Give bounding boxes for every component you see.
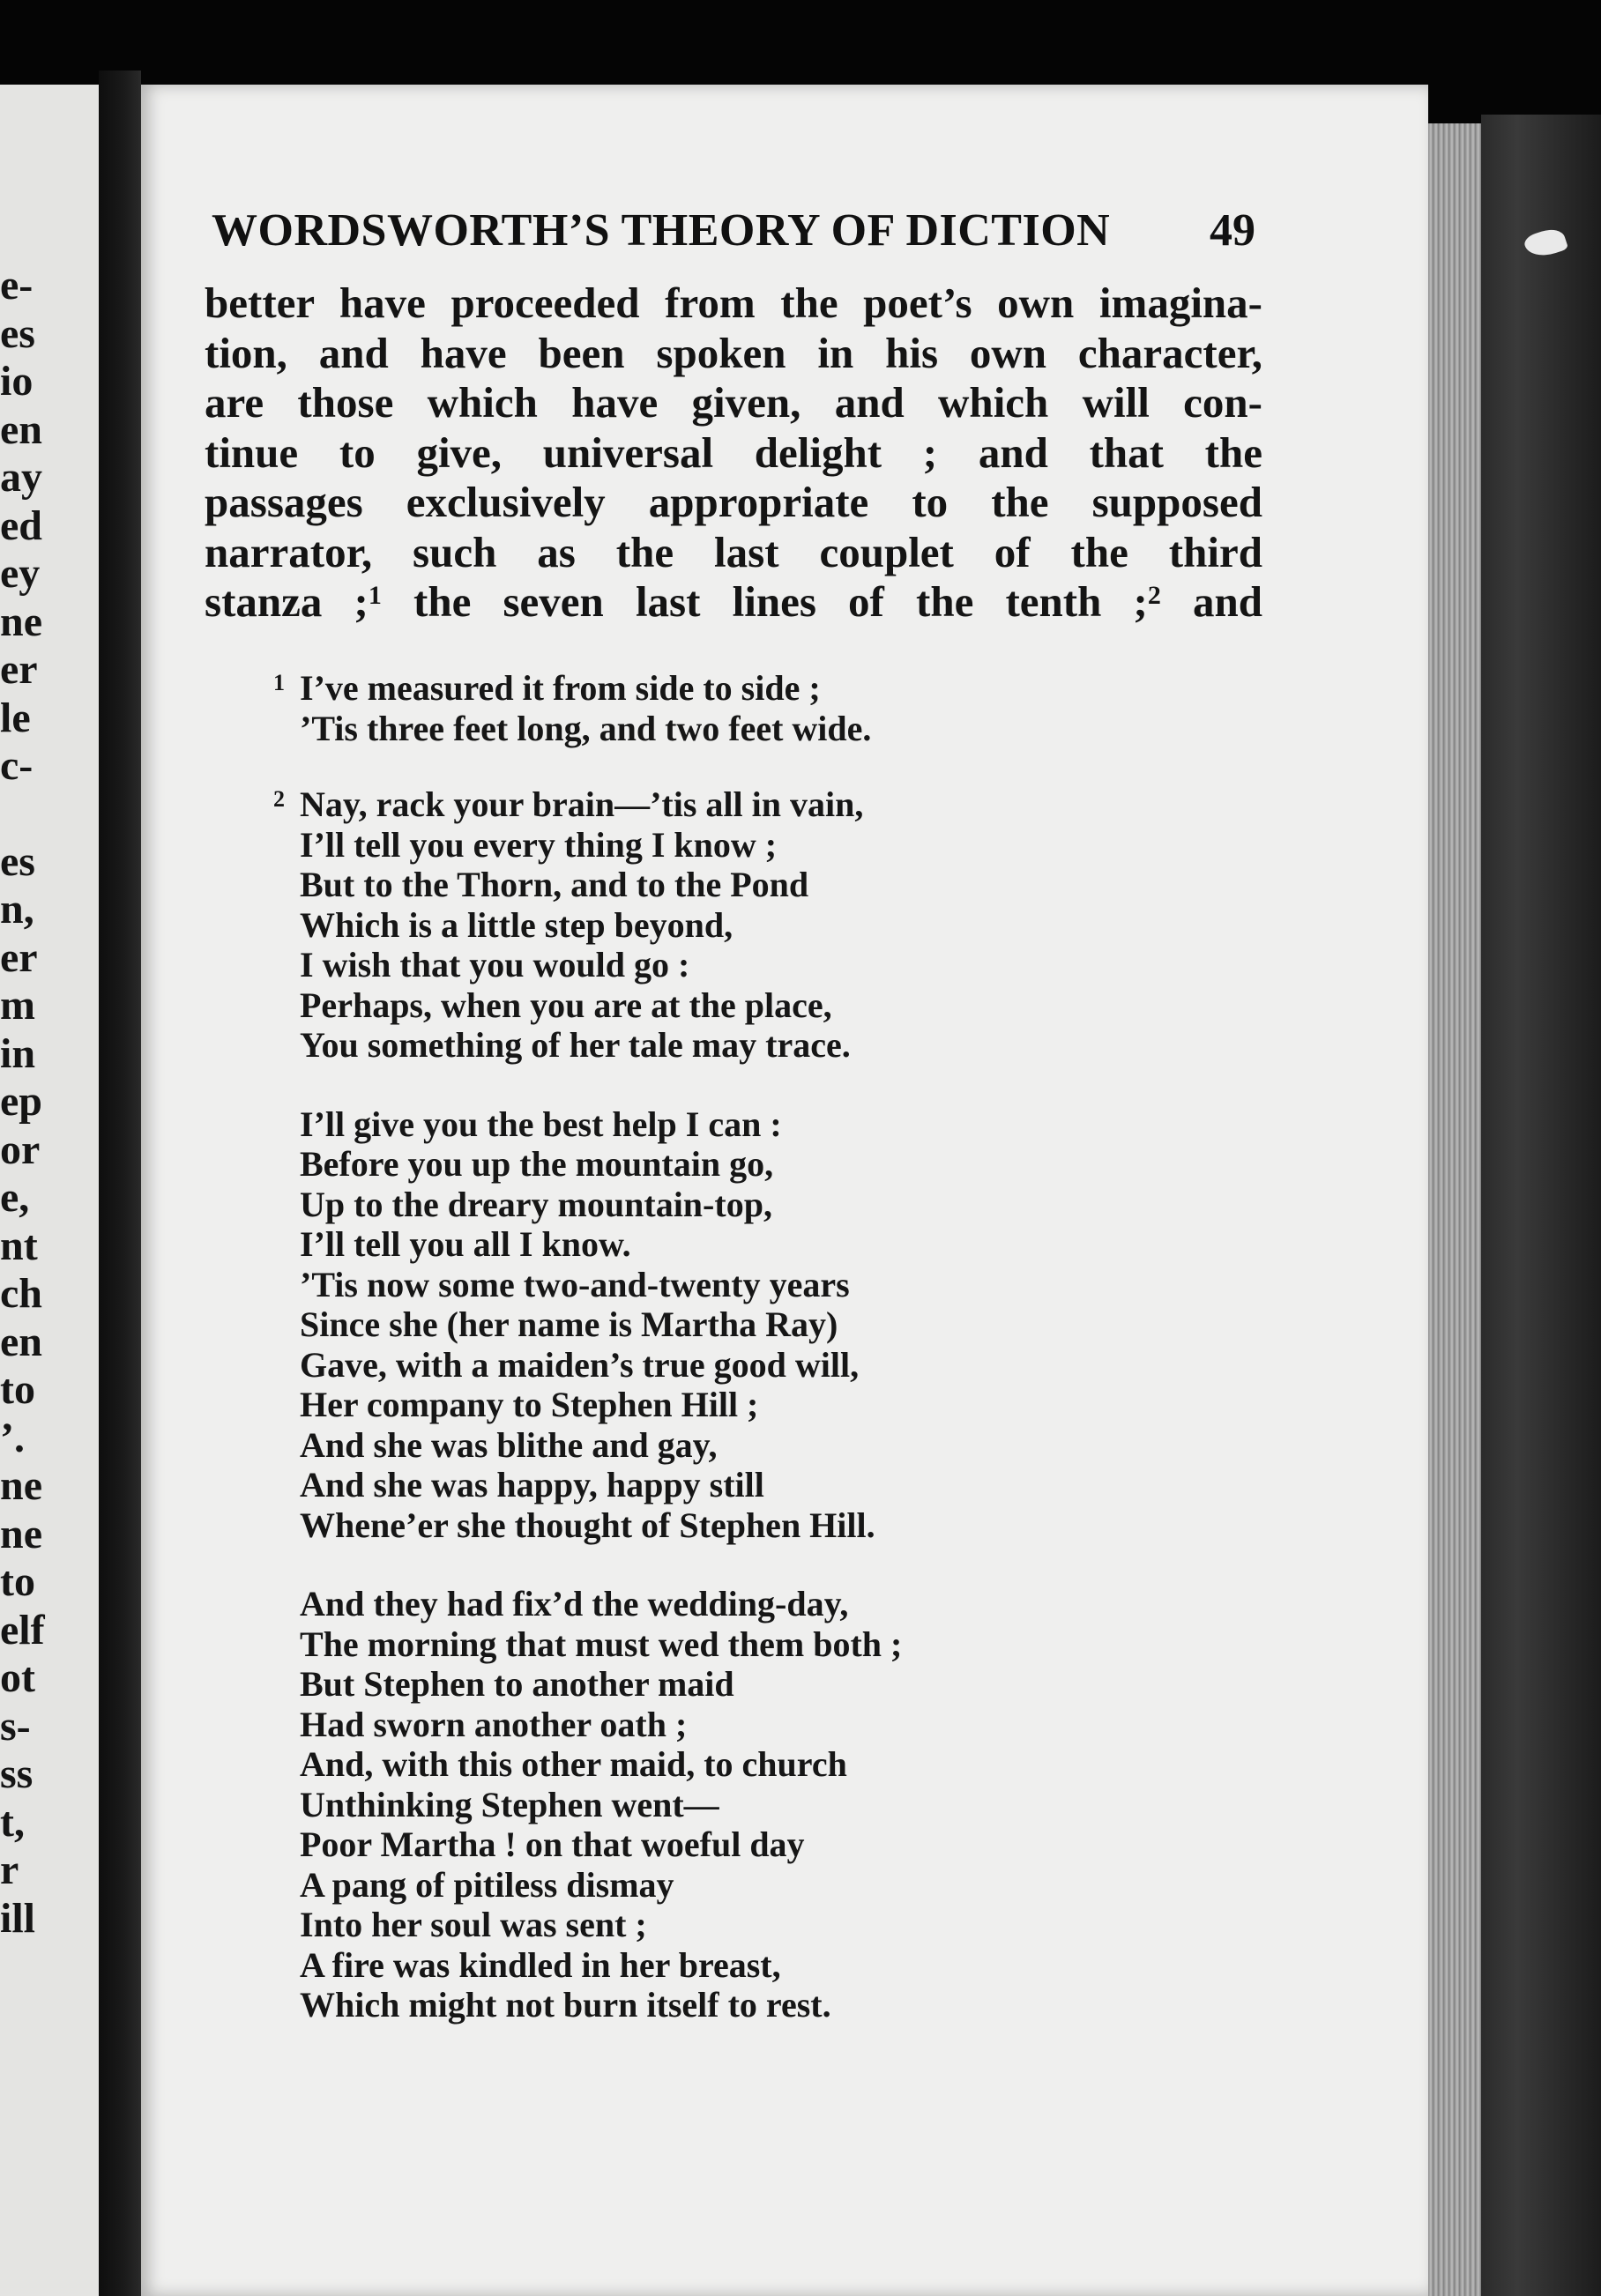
body-line-last <box>205 577 1262 628</box>
verse-line: But Stephen to another maid <box>300 1664 734 1704</box>
body-line: tinue to give, universal delight ; and that the <box>205 427 1262 477</box>
left-page-fragment: nt <box>0 1222 38 1269</box>
running-head: WORDSWORTH’S THEORY OF DICTION <box>212 205 1111 256</box>
body-text-segment: and <box>1160 577 1262 626</box>
verse-line: And she was happy, happy still <box>300 1465 764 1505</box>
stanza-gap <box>300 1545 902 1584</box>
verse-line: I’ll tell you all I know. <box>300 1224 631 1264</box>
left-page-fragment: ch <box>0 1270 42 1317</box>
verse-line: Perhaps, when you are at the place, <box>300 985 832 1025</box>
verse-line: Gave, with a maiden’s true good will, <box>300 1344 860 1385</box>
body-paragraph <box>205 279 1262 628</box>
left-page-fragment: n, <box>0 886 34 933</box>
left-page-fragment: to <box>0 1366 35 1413</box>
verse-line: Which is a little step beyond, <box>300 904 733 945</box>
verse-line: And they had fix’d the wedding-day, <box>300 1584 849 1624</box>
verse-line: A fire was kindled in her breast, <box>300 1944 781 1985</box>
left-page-fragment: ss <box>0 1750 34 1797</box>
verse-line: Into her soul was sent ; <box>300 1905 647 1944</box>
verse-line: Since she (her name is Martha Ray) <box>300 1304 838 1344</box>
footnote-1 <box>273 668 872 748</box>
left-page-fragment: e- <box>0 262 34 308</box>
left-page-fragment: es <box>0 309 35 357</box>
page-number: 49 <box>1210 205 1255 256</box>
verse-line: Whene’er she thought of Stephen Hill. <box>300 1505 875 1545</box>
page-fore-edge <box>1428 123 1481 2296</box>
left-page-fragment: ep <box>0 1078 42 1125</box>
left-page-fragment: t, <box>0 1798 25 1846</box>
body-line: tion, and have been spoken in his own character, <box>205 328 1262 377</box>
left-page-fragment: io <box>0 358 34 405</box>
body-line: passages exclusively appropriate to the supposed <box>205 478 1262 526</box>
verse-line: Which might not burn itself to rest. <box>300 1985 831 2025</box>
left-page-fragment: ne <box>0 1510 42 1557</box>
left-page-fragment: ’. <box>0 1414 25 1461</box>
stanza-gap <box>300 1066 902 1104</box>
verse-line: I’ll give you the best help I can : <box>300 1103 782 1144</box>
left-page-fragment: c- <box>0 742 34 789</box>
verse-line: I’ll tell you every thing I know ; <box>300 824 778 865</box>
left-page-fragment: e, <box>0 1174 30 1221</box>
verse-line: You something of her tale may trace. <box>300 1025 851 1065</box>
footnote-mark: 2 <box>273 786 285 812</box>
body-text-segment: stanza ; <box>205 577 369 626</box>
book-gutter <box>99 71 141 2296</box>
left-page-fragment: m <box>0 982 35 1029</box>
verse-line: Unthinking Stephen went— <box>300 1784 719 1824</box>
verse-line: But to the Thorn, and to the Pond <box>300 865 809 904</box>
verse-line: ’Tis now some two-and-twenty years <box>300 1264 850 1304</box>
body-line: better have proceeded from the poet’s own imagina- <box>205 279 1262 327</box>
left-page-fragment: to <box>0 1558 35 1605</box>
footnote-ref: 1 <box>368 581 382 610</box>
left-page-fragment: r <box>0 1846 19 1893</box>
left-page-fragment: ill <box>0 1894 36 1942</box>
verse-line: I wish that you would go : <box>300 945 690 985</box>
body-text-segment: the seven last lines of the tenth ; <box>381 577 1148 626</box>
book-cover-edge <box>1481 115 1601 2296</box>
left-page-fragment: or <box>0 1126 41 1173</box>
verse-line: ’Tis three feet long, and two feet wide. <box>300 708 872 748</box>
left-page-fragment: ne <box>0 598 42 645</box>
verse-line: And she was blithe and gay, <box>300 1424 718 1465</box>
verse-line: A pang of pitiless dismay <box>300 1864 674 1905</box>
left-page-fragment: ed <box>0 502 42 549</box>
left-page-fragment: ne <box>0 1462 42 1509</box>
verse-line: I’ve measured it from side to side ; <box>300 668 821 708</box>
verse-line: Poor Martha ! on that woeful day <box>300 1824 805 1864</box>
left-page-fragment: er <box>0 933 38 981</box>
verse-line: Up to the dreary mountain-top, <box>300 1184 772 1224</box>
left-page-fragment: es <box>0 837 35 885</box>
left-facing-page <box>0 85 99 2296</box>
verse-line: Had sworn another oath ; <box>300 1704 688 1744</box>
left-page-fragment: ey <box>0 550 41 597</box>
footnote-mark: 1 <box>273 670 285 695</box>
left-page-fragment: le <box>0 694 31 741</box>
verse-line: Before you up the mountain go, <box>300 1144 774 1184</box>
left-page-fragment: en <box>0 1318 42 1365</box>
footnote-2 <box>273 784 903 2025</box>
body-line: narrator, such as the last couplet of the third <box>205 527 1262 576</box>
left-page-fragment: ay <box>0 454 42 501</box>
left-page-fragment: in <box>0 1029 36 1077</box>
footnote-ref: 2 <box>1147 581 1161 610</box>
verse-line: Nay, rack your brain—’tis all in vain, <box>300 784 864 824</box>
verse-line: The morning that must wed them both ; <box>300 1624 903 1664</box>
left-page-fragment: ot <box>0 1654 35 1701</box>
left-page-fragment: en <box>0 405 42 453</box>
verse-line: And, with this other maid, to church <box>300 1744 847 1784</box>
left-page-fragment: s- <box>0 1702 31 1750</box>
verse-line: Her company to Stephen Hill ; <box>300 1385 759 1424</box>
left-page-fragment: er <box>0 646 38 693</box>
body-line: are those which have given, and which will con- <box>205 378 1262 427</box>
left-page-fragment: elf <box>0 1606 45 1653</box>
